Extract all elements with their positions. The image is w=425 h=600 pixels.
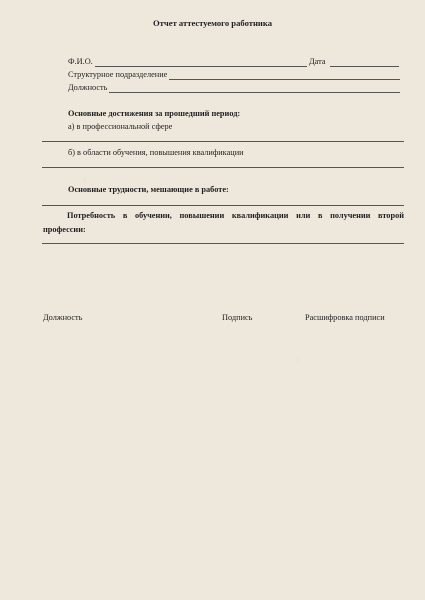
date-field[interactable] [330,58,399,67]
training-needs-line[interactable] [42,243,404,244]
fio-label: Ф.И.О. [68,57,93,66]
signature-position-label: Должность [43,313,83,322]
position-label: Должность [68,83,108,92]
achievements-professional-line[interactable] [42,141,404,142]
achievements-heading: Основные достижения за прошедший период: [68,109,241,118]
difficulties-heading: Основные трудности, мешающие в работе: [68,185,229,194]
achievements-training-line[interactable] [42,167,404,168]
fio-row [68,57,307,67]
department-row [68,70,400,80]
department-field[interactable] [169,71,400,80]
achievements-training-label: б) в области обучения, повышения квалификации [68,148,244,157]
position-field[interactable] [109,84,400,93]
signature-label: Подпись [222,313,253,322]
form-title: Отчет аттестуемого работника [153,18,272,28]
difficulties-line[interactable] [42,205,404,206]
training-needs-paragraph: Потребность в обучении, повышении квалификации или в получении второй профессии: [43,211,404,234]
date-row [309,57,399,67]
department-label: Структурное подразделение [68,70,168,79]
achievements-professional-label: а) в профессиональной сфере [68,122,173,131]
position-row [68,83,400,93]
signature-decoding-label: Расшифровка подписи [305,313,385,322]
fio-field[interactable] [95,58,307,67]
date-label: Дата [309,57,326,66]
